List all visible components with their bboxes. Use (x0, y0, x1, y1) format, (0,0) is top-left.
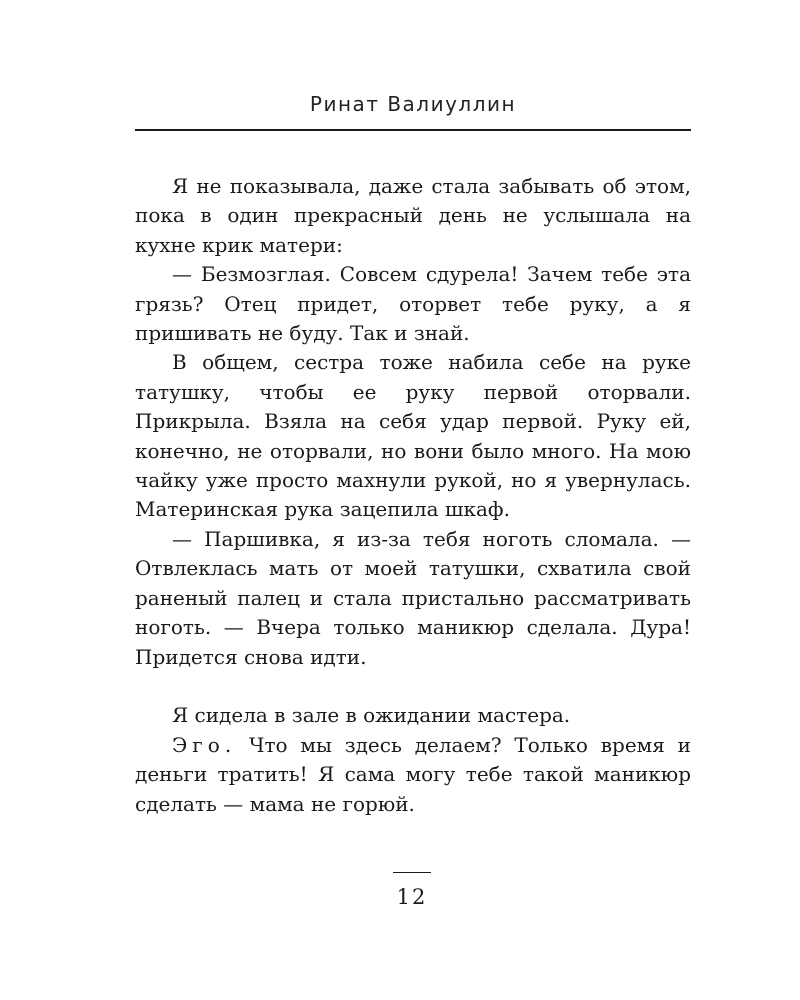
header-rule (135, 129, 691, 131)
paragraph: Я не показывала, даже стала забывать об этом, пока в один прекрасный день не услышала на кухне крик матери: (135, 174, 691, 257)
ego-paragraph-text: Что мы здесь делаем? Только время и деньги тратить! Я сама могу тебе такой маникюр сделать — мама не горюй. (135, 732, 691, 816)
page-number: 12 (396, 885, 428, 909)
folio-rule (393, 872, 431, 873)
paragraph-ego (135, 731, 691, 819)
ego-spaced-word: Эго. (172, 732, 237, 757)
running-head-author: Ринат Валиуллин (309, 92, 517, 116)
paragraph-after-break: Я сидела в зале в ожидании мастера. (172, 703, 571, 728)
body-text (135, 172, 691, 819)
paragraph: — Безмозглая. Совсем сдурела! Зачем тебе эта грязь? Отец придет, оторвет тебе руку, а я пришивать не буду. Так и знай. (135, 262, 691, 346)
paragraph: — Паршивка, я из-за тебя ноготь сломала. — Отвлеклась мать от моей татушки, схватила свой раненый палец и стала пристально рассматривать ноготь. — Вчера только маникюр сделала. Дура! Придется снова идти. (135, 526, 691, 669)
paragraph: В общем, сестра тоже набила себе на руке татушку, чтобы ее руку первой оторвали. Прикрыла. Взяла на себя удар первой. Руку ей, конечно, не оторвали, но вони было много. На мою чайку уже просто махнули рукой, но я увернулась. Материнская рука зацепила шкаф. (135, 350, 691, 522)
